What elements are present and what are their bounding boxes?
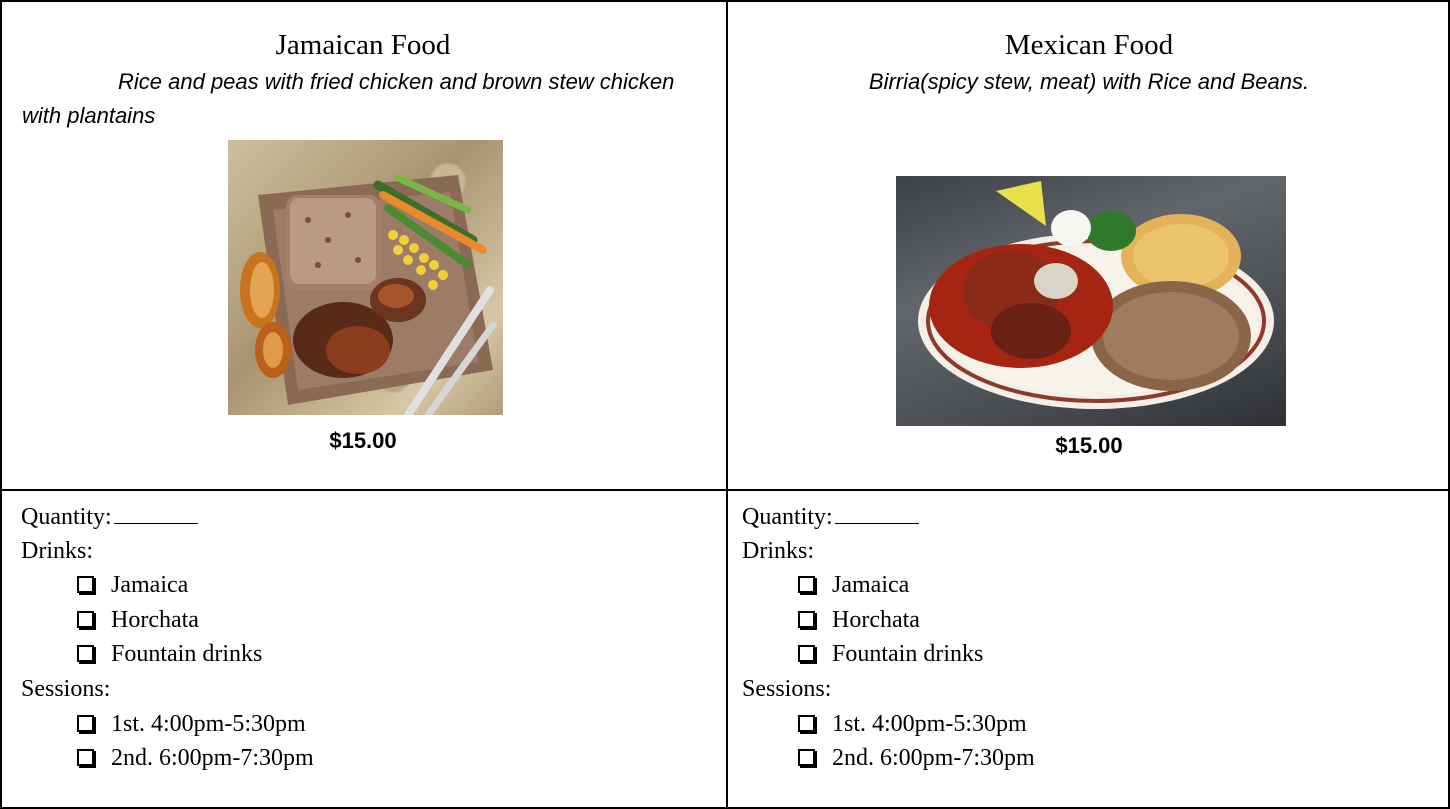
checkbox-icon[interactable] <box>798 715 815 732</box>
checkbox-icon[interactable] <box>77 611 94 628</box>
session-option-label: 2nd. 6:00pm-7:30pm <box>111 745 314 772</box>
session-option-1[interactable] <box>742 707 1035 742</box>
dish-title: Jamaican Food <box>275 29 451 61</box>
drinks-label: Drinks: <box>21 537 93 564</box>
drink-option-label: Horchata <box>111 606 199 633</box>
quantity-blank[interactable] <box>114 499 198 524</box>
drink-option-fountain[interactable] <box>742 637 1035 672</box>
checkbox-icon[interactable] <box>798 611 815 628</box>
quantity-blank[interactable] <box>835 499 919 524</box>
mexican-order-form <box>728 491 1450 807</box>
drink-option-jamaica[interactable] <box>742 568 1035 603</box>
drink-option-label: Jamaica <box>111 572 189 599</box>
dish-price: $15.00 <box>329 428 397 453</box>
dish-price: $15.00 <box>1055 433 1123 458</box>
dish-description: Birria(spicy stew, meat) with Rice and Beans. <box>868 69 1310 94</box>
checkbox-icon[interactable] <box>77 645 94 662</box>
checkbox-icon[interactable] <box>798 576 815 593</box>
drink-option-label: Fountain drinks <box>832 641 984 668</box>
mexican-food-cell <box>728 2 1450 489</box>
session-option-label: 1st. 4:00pm-5:30pm <box>111 710 306 737</box>
drink-option-label: Fountain drinks <box>111 641 263 668</box>
drink-option-label: Horchata <box>832 606 920 633</box>
checkbox-icon[interactable] <box>77 576 94 593</box>
sessions-label: Sessions: <box>21 675 111 702</box>
session-option-1[interactable] <box>21 707 314 742</box>
drinks-label: Drinks: <box>742 537 814 564</box>
drink-option-horchata[interactable] <box>742 603 1035 638</box>
quantity-row <box>21 499 314 534</box>
checkbox-icon[interactable] <box>77 749 94 766</box>
jamaican-order-form <box>2 491 724 807</box>
quantity-label: Quantity: <box>742 504 833 530</box>
session-option-label: 2nd. 6:00pm-7:30pm <box>832 745 1035 772</box>
quantity-row <box>742 499 1035 534</box>
session-option-2[interactable] <box>742 741 1035 776</box>
dish-description: Rice and peas with fried chicken and brown stew chicken with plantains <box>22 69 675 128</box>
dish-title: Mexican Food <box>1004 29 1174 61</box>
drink-option-horchata[interactable] <box>21 603 314 638</box>
quantity-label: Quantity: <box>21 504 112 530</box>
session-option-2[interactable] <box>21 741 314 776</box>
jamaican-food-cell <box>2 2 724 489</box>
drink-option-label: Jamaica <box>832 572 910 599</box>
checkbox-icon[interactable] <box>798 645 815 662</box>
drink-option-jamaica[interactable] <box>21 568 314 603</box>
mexican-plate-photo <box>896 176 1286 426</box>
drink-option-fountain[interactable] <box>21 637 314 672</box>
sessions-label: Sessions: <box>742 675 832 702</box>
jamaican-plate-photo <box>228 140 503 415</box>
checkbox-icon[interactable] <box>77 715 94 732</box>
checkbox-icon[interactable] <box>798 749 815 766</box>
session-option-label: 1st. 4:00pm-5:30pm <box>832 710 1027 737</box>
